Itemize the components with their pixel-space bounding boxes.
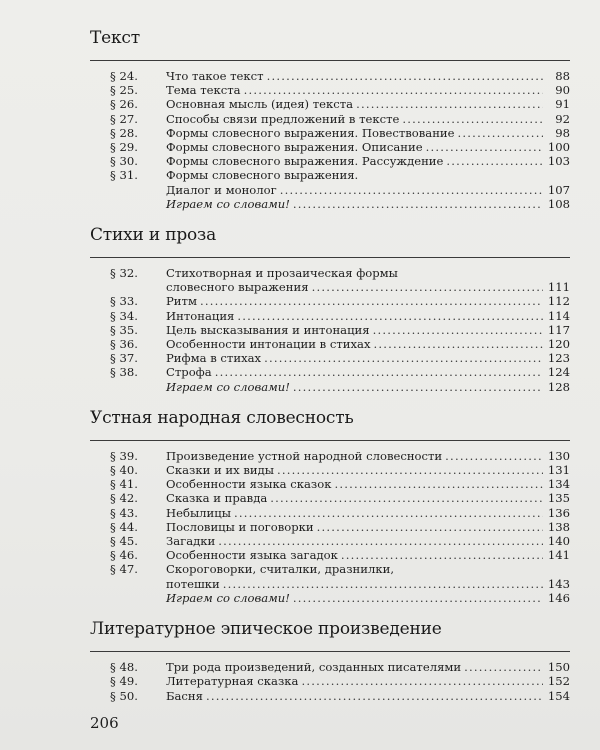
entry-title: Основная мысль (идея) текста: [166, 97, 354, 112]
dot-leader: [267, 69, 543, 83]
entry-page: 140: [547, 534, 570, 549]
dot-leader: [244, 83, 543, 97]
entry-number: § 45.: [110, 534, 138, 549]
section-divider: [90, 257, 570, 258]
toc-entry: [90, 449, 570, 463]
entry-number: § 44.: [110, 519, 138, 534]
dot-leader: [356, 97, 543, 111]
entry-page: 92: [555, 111, 570, 126]
toc-entry: [90, 309, 570, 323]
section-divider: [90, 440, 570, 441]
dot-leader: [223, 577, 543, 591]
section-title: Текст: [90, 28, 140, 48]
toc-entry: [90, 140, 570, 154]
entry-title: Басня: [166, 688, 203, 703]
entry-number: § 36.: [110, 337, 138, 352]
toc-entry: [90, 337, 570, 351]
entry-number: § 29.: [110, 140, 138, 155]
toc-entry: [90, 266, 570, 294]
entry-page: 98: [555, 125, 570, 140]
toc-entry: [90, 69, 570, 83]
dot-leader: [301, 674, 543, 688]
entry-number: § 47.: [110, 562, 138, 577]
entry-number: § 38.: [110, 365, 138, 380]
toc-entry: [90, 126, 570, 140]
toc-entry: [90, 562, 570, 590]
entry-page: 128: [547, 379, 570, 394]
entry-page: 90: [555, 83, 570, 98]
entry-number: § 25.: [110, 83, 138, 98]
dot-leader: [293, 591, 543, 605]
entry-page: 120: [547, 337, 570, 352]
entry-number: § 24.: [110, 69, 138, 83]
dot-leader: [215, 365, 543, 379]
entry-title: Интонация: [166, 308, 235, 323]
entry-number: § 37.: [110, 351, 138, 366]
entry-number: § 41.: [110, 477, 138, 492]
toc-entry: [90, 351, 570, 365]
entry-title: Диалог и монолог: [166, 182, 277, 197]
dot-leader: [200, 294, 543, 308]
entry-number: § 31.: [110, 168, 138, 183]
entry-title: Строфа: [166, 365, 212, 380]
dot-leader: [218, 534, 543, 548]
entry-page: 130: [547, 448, 570, 463]
toc-entry: [90, 520, 570, 534]
entry-title: Формы словесного выражения. Рассуждение: [166, 154, 444, 169]
entry-title: Играем со словами!: [166, 590, 290, 605]
toc-entry: [90, 463, 570, 477]
dot-leader: [237, 309, 543, 323]
entry-title: Скороговорки, считалки, дразнилки,: [166, 562, 395, 577]
toc-entry: [90, 660, 570, 674]
dot-leader: [426, 140, 543, 154]
section-title: Литературное эпическое произведение: [90, 619, 442, 640]
entry-number: § 26.: [110, 97, 138, 112]
toc-entry: [90, 534, 570, 548]
toc-section: [90, 619, 570, 703]
entry-page: 138: [547, 519, 570, 534]
entry-page: 136: [547, 505, 570, 520]
dot-leader: [464, 660, 543, 674]
entry-page: 112: [547, 294, 570, 309]
entry-page: 111: [547, 280, 570, 295]
entry-title: Формы словесного выражения. Повествование: [166, 125, 455, 140]
dot-leader: [458, 126, 543, 140]
entry-number: § 30.: [110, 154, 138, 169]
entry-page: 146: [547, 590, 570, 605]
entry-title: Пословицы и поговорки: [166, 519, 314, 534]
toc-entry: [90, 380, 570, 394]
entry-page: 108: [547, 196, 570, 211]
entry-number: § 34.: [110, 308, 138, 323]
entry-title: Играем со словами!: [166, 379, 290, 394]
entry-title: Ритм: [166, 294, 197, 309]
entry-title: Сказка и правда: [166, 491, 268, 506]
entry-page: 152: [547, 674, 570, 689]
dot-leader: [264, 351, 543, 365]
entry-title: словесного выражения: [166, 280, 309, 295]
entry-page: 150: [547, 660, 570, 675]
entry-title: Цель высказывания и интонация: [166, 322, 370, 337]
table-of-contents: [90, 28, 570, 717]
toc-entry: [90, 154, 570, 168]
section-divider: [90, 651, 570, 652]
toc-section: [90, 28, 570, 211]
toc-entry: [90, 294, 570, 308]
entry-title: Способы связи предложений в тексте: [166, 111, 400, 126]
entry-title: потешки: [166, 576, 220, 591]
dot-leader: [374, 337, 544, 351]
entry-title: Формы словесного выражения. Описание: [166, 140, 423, 155]
entry-title: Стихотворная и прозаическая формы: [166, 266, 398, 281]
entry-number: § 40.: [110, 463, 138, 478]
entry-page: 114: [547, 308, 570, 323]
toc-entry: [90, 323, 570, 337]
entry-title: Три рода произведений, созданных писателями: [166, 660, 462, 675]
entry-title: Небылицы: [166, 505, 231, 520]
toc-entry: [90, 477, 570, 491]
entry-page: 88: [555, 69, 570, 83]
entry-number: § 49.: [110, 674, 138, 689]
toc-entry: [90, 97, 570, 111]
entry-title: Особенности интонации в стихах: [166, 337, 371, 352]
entry-page: 141: [547, 548, 570, 563]
toc-entry: [90, 506, 570, 520]
entry-number: § 42.: [110, 491, 138, 506]
toc-section: [90, 408, 570, 605]
entry-title: Формы словесного выражения.: [166, 168, 359, 183]
entry-page: 124: [547, 365, 570, 380]
entry-page: 107: [547, 182, 570, 197]
entry-number: § 33.: [110, 294, 138, 309]
section-divider: [90, 60, 570, 61]
entry-title: Сказки и их виды: [166, 463, 274, 478]
toc-entry: [90, 591, 570, 605]
dot-leader: [334, 477, 543, 491]
dot-leader: [293, 380, 543, 394]
toc-entry: [90, 689, 570, 703]
dot-leader: [373, 323, 543, 337]
dot-leader: [317, 520, 543, 534]
entry-page: 103: [547, 154, 570, 169]
entry-page: 131: [547, 463, 570, 478]
entry-title: Тема текста: [166, 83, 241, 98]
entry-number: § 27.: [110, 111, 138, 126]
toc-entry: [90, 168, 570, 196]
entry-number: § 39.: [110, 448, 138, 463]
dot-leader: [293, 197, 543, 211]
toc-entry: [90, 491, 570, 505]
entry-page: 91: [555, 97, 570, 112]
entry-title: Рифма в стихах: [166, 351, 262, 366]
entry-title: Произведение устной народной словесности: [166, 448, 443, 463]
toc-entry: [90, 365, 570, 379]
entry-page: 123: [547, 351, 570, 366]
entry-page: 143: [547, 576, 570, 591]
toc-entry: [90, 674, 570, 688]
dot-leader: [270, 491, 543, 505]
entry-title: Особенности языка загадок: [166, 548, 338, 563]
entry-title: Литературная сказка: [166, 674, 299, 689]
entry-number: § 28.: [110, 125, 138, 140]
section-title: Устная народная словесность: [90, 407, 354, 428]
dot-leader: [341, 548, 543, 562]
entry-title: Загадки: [166, 534, 216, 549]
dot-leader: [280, 183, 543, 197]
toc-entry: [90, 112, 570, 126]
page-number: 206: [90, 714, 119, 732]
entry-title: Играем со словами!: [166, 196, 290, 211]
entry-number: § 43.: [110, 505, 138, 520]
toc-entry: [90, 83, 570, 97]
dot-leader: [312, 280, 543, 294]
entry-page: 154: [547, 688, 570, 703]
entry-title: Что такое текст: [166, 69, 264, 83]
entry-page: 100: [547, 140, 570, 155]
dot-leader: [402, 112, 543, 126]
dot-leader: [445, 449, 543, 463]
toc-section: [90, 225, 570, 394]
entry-page: 135: [547, 491, 570, 506]
entry-number: § 50.: [110, 688, 138, 703]
entry-number: § 35.: [110, 322, 138, 337]
entry-title: Особенности языка сказок: [166, 477, 332, 492]
section-title: Стихи и проза: [90, 225, 217, 246]
entry-number: § 46.: [110, 548, 138, 563]
entry-number: § 48.: [110, 660, 138, 675]
toc-entry: [90, 548, 570, 562]
dot-leader: [206, 689, 543, 703]
entry-page: 117: [547, 322, 570, 337]
dot-leader: [234, 506, 543, 520]
entry-number: § 32.: [110, 266, 138, 281]
dot-leader: [446, 154, 543, 168]
entry-page: 134: [547, 477, 570, 492]
toc-entry: [90, 197, 570, 211]
dot-leader: [277, 463, 543, 477]
